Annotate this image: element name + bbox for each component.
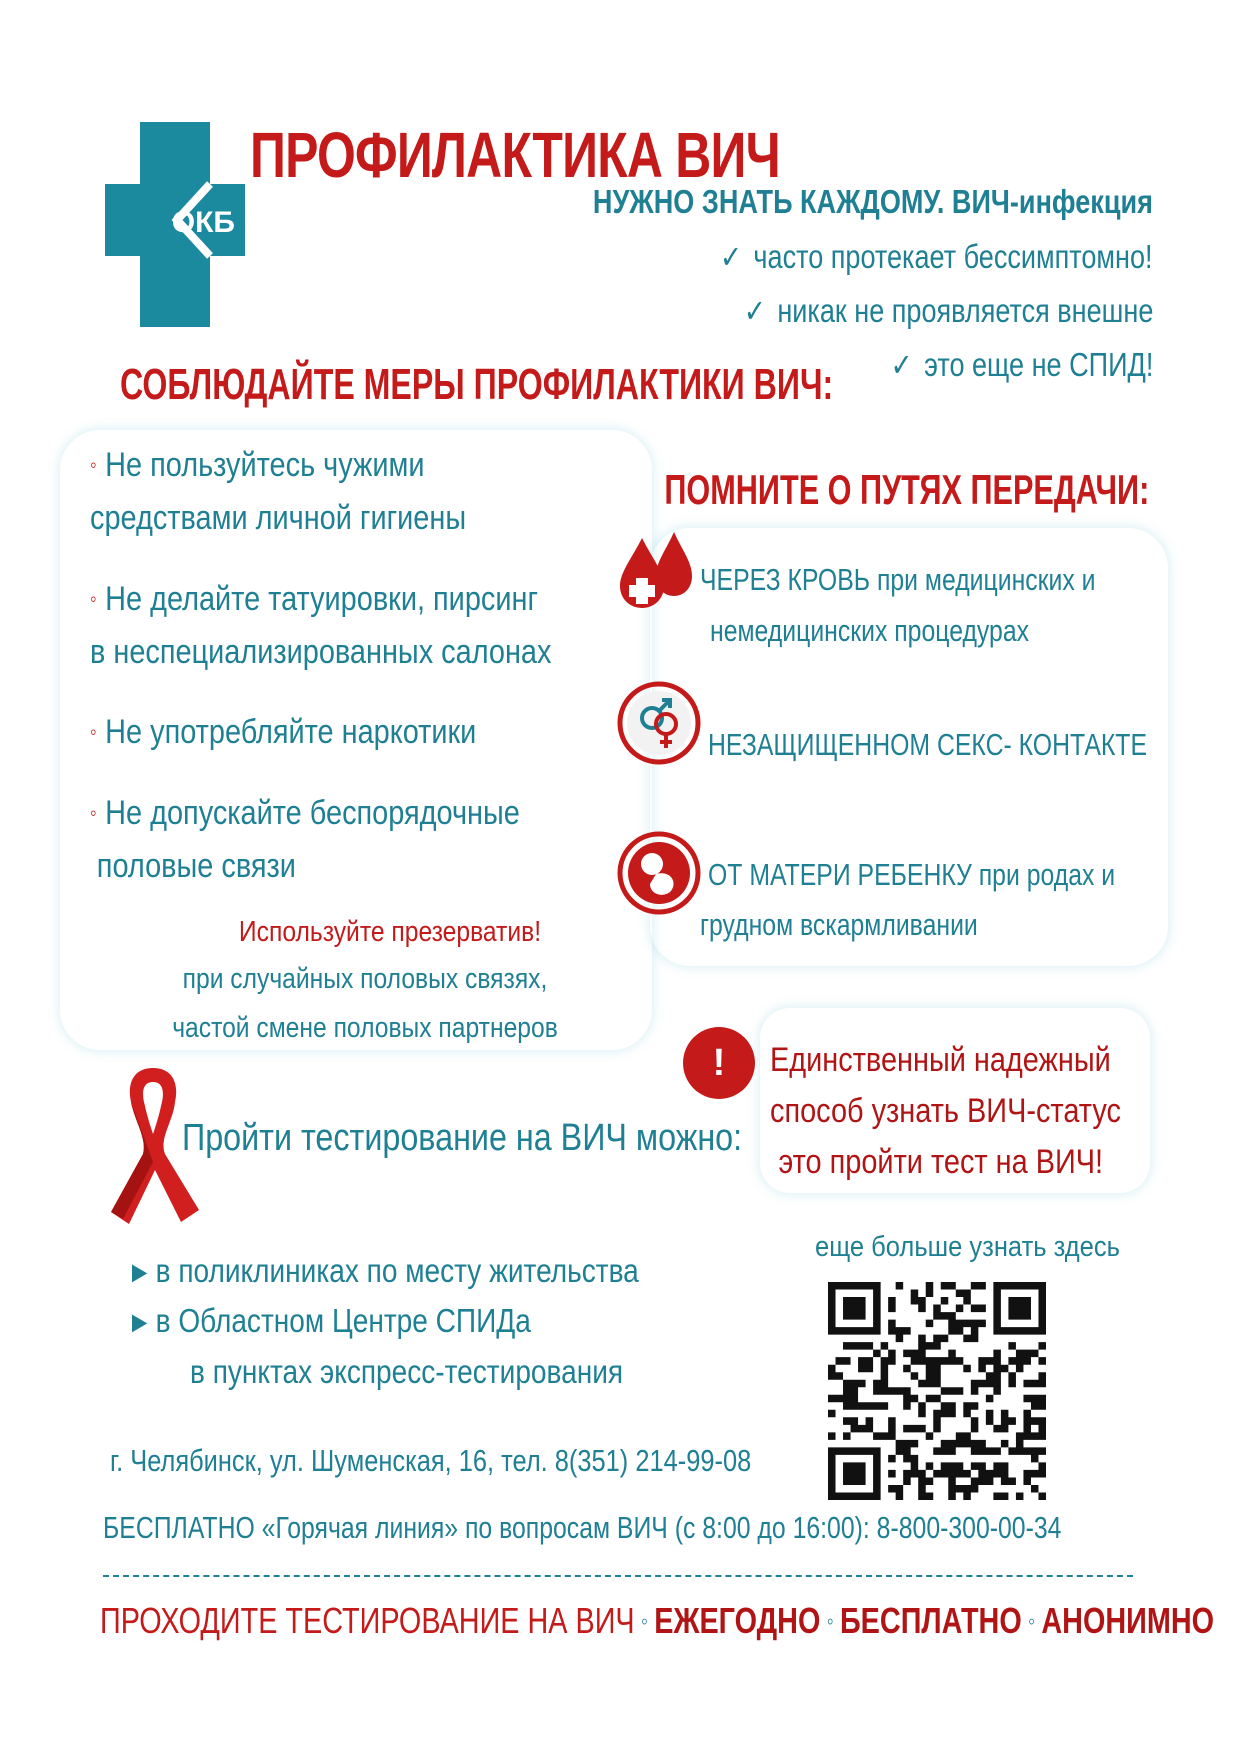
- condom-title: Используйте презерватив!: [238, 916, 542, 948]
- subtitle: НУЖНО ЗНАТЬ КАЖДОМУ. ВИЧ-инфекция: [593, 183, 1153, 220]
- bullet-icon: ◦: [90, 586, 97, 611]
- testing-place: в пунктах экспресс-тестирования: [190, 1353, 624, 1390]
- condom-line: частой смене половых партнеров: [172, 1012, 558, 1044]
- measure-item: ◦ Не делайте татуировки, пирсинг в неспециализированных салонах: [90, 580, 552, 671]
- route-sex: НЕЗАЩИЩЕННОМ СЕКС- КОНТАКТЕ: [708, 727, 1148, 762]
- address: г. Челябинск, ул. Шуменская, 16, тел. 8(351) 214-99-08: [110, 1443, 752, 1478]
- measure-item: ◦ Не употребляйте наркотики: [90, 713, 477, 751]
- bullet-icon: ◦: [90, 800, 97, 825]
- logo-text: ОКБ: [171, 206, 235, 239]
- check-icon: ✓: [743, 293, 766, 329]
- footer-slogan: ПРОХОДИТЕ ТЕСТИРОВАНИЕ НА ВИЧ ◦ ЕЖЕГОДНО ◦ БЕСПЛАТНО ◦ АНОНИМНО: [100, 1600, 1215, 1641]
- okb-logo: [105, 122, 245, 327]
- testing-place: ► в поликлиниках по месту жительства: [127, 1252, 639, 1289]
- prevention-heading: СОБЛЮДАЙТЕ МЕРЫ ПРОФИЛАКТИКИ ВИЧ:: [120, 360, 834, 409]
- fact-item: ✓ часто протекает бессимптомно!: [720, 238, 1153, 275]
- qr-code[interactable]: [828, 1282, 1046, 1500]
- gender-symbols-icon: [616, 680, 702, 766]
- fetus-icon: [616, 830, 702, 916]
- check-icon: ✓: [720, 239, 743, 275]
- testing-place: ► в Областном Центре СПИДа: [127, 1302, 531, 1339]
- hotline: БЕСПЛАТНО «Горячая линия» по вопросам ВИЧ (с 8:00 до 16:00): 8-800-300-00-34: [103, 1510, 1062, 1545]
- testing-heading: Пройти тестирование на ВИЧ можно:: [182, 1117, 743, 1159]
- route-blood-line2: немедицинских процедурах: [710, 613, 1030, 648]
- page-title: ПРОФИЛАКТИКА ВИЧ: [250, 119, 780, 191]
- fact-item: ✓ это еще не СПИД!: [890, 346, 1153, 383]
- alert-text: Единственный надежный способ узнать ВИЧ-статус это пройти тест на ВИЧ!: [770, 1041, 1121, 1181]
- fact-item: ✓ никак не проявляется внешне: [743, 292, 1153, 329]
- arrow-right-icon: ►: [127, 1306, 153, 1339]
- dashed-divider: [103, 1575, 1133, 1577]
- exclamation-icon: !: [683, 1027, 755, 1099]
- qr-caption: еще больше узнать здесь: [815, 1231, 1120, 1263]
- route-blood: ЧЕРЕЗ КРОВЬ при медицинских и: [700, 562, 1096, 597]
- condom-line: при случайных половых связях,: [182, 963, 548, 995]
- measure-item: ◦ Не пользуйтесь чужими средствами личной гигиены: [90, 446, 467, 537]
- blood-drops-icon: [612, 528, 697, 610]
- route-mother-line2: грудном вскармливании: [700, 907, 978, 942]
- arrow-right-icon: ►: [127, 1256, 153, 1289]
- measure-item: ◦ Не допускайте беспорядочные половые связи: [90, 794, 520, 885]
- transmission-heading: ПОМНИТЕ О ПУТЯХ ПЕРЕДАЧИ:: [664, 466, 1149, 513]
- check-icon: ✓: [890, 347, 913, 383]
- bullet-icon: ◦: [90, 719, 97, 744]
- bullet-icon: ◦: [90, 452, 97, 477]
- route-mother: ОТ МАТЕРИ РЕБЕНКУ при родах и: [708, 857, 1116, 892]
